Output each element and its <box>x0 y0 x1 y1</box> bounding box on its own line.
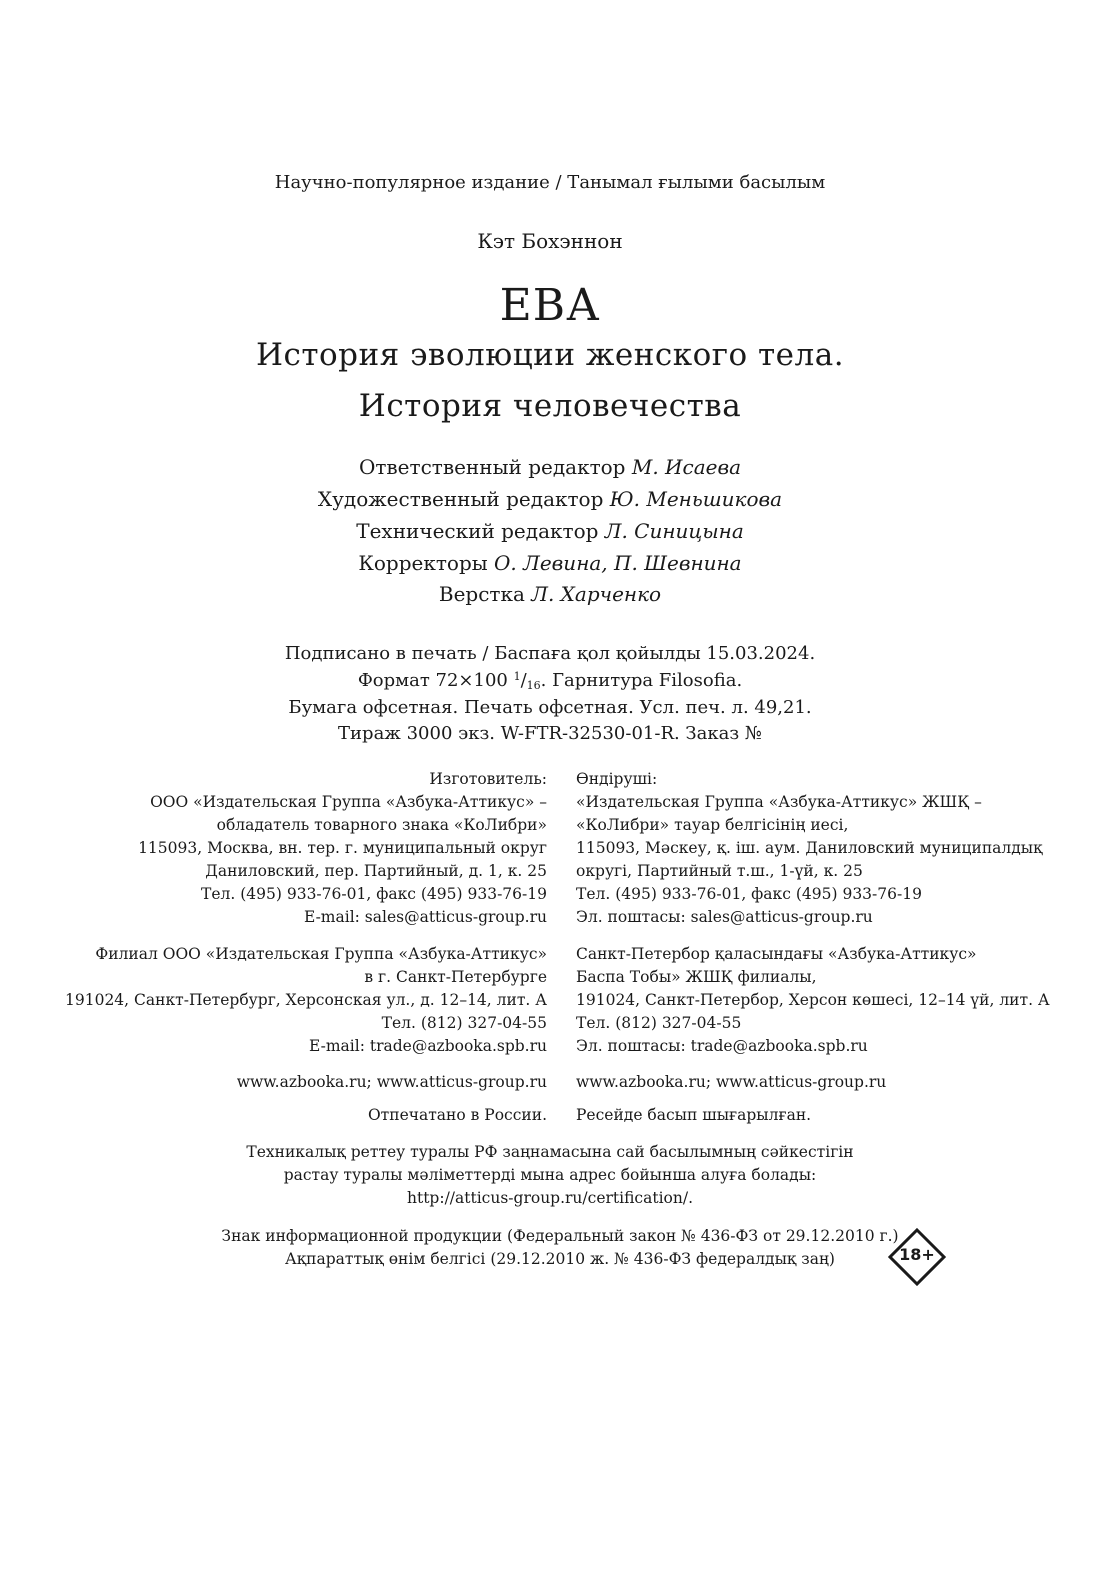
info-sign-line: Ақпараттық өнім белгісі (29.12.2010 ж. № 436-ФЗ федералдық заң) <box>285 1250 835 1268</box>
certification-url: http://atticus-group.ru/certification/. <box>406 1189 693 1207</box>
paper-line: Бумага офсетная. Печать офсетная. Усл. печ. л. 49,21. <box>288 697 812 718</box>
certification-line: растау туралы мәліметтерді мына адрес бойынша алуға болады: <box>283 1166 817 1184</box>
editor-name: М. Исаева <box>631 455 742 479</box>
websites-kz: www.azbooka.ru; www.atticus-group.ru <box>576 1073 887 1091</box>
info-sign-line: Знак информационной продукции (Федеральный закон № 436-ФЗ от 29.12.2010 г.) <box>221 1227 899 1245</box>
certification-line: Техникалық реттеу туралы РФ заңнамасына сай басылымның сәйкестігін <box>246 1143 854 1161</box>
editor-line <box>0 487 1100 511</box>
printed-in-kz: Ресейде басып шығарылған. <box>576 1106 812 1124</box>
subtitle-line-2: История человечества <box>358 388 742 424</box>
editor-name: Л. Синицына <box>604 519 744 543</box>
format-line: Формат 72×100 $^1/_{16}$. Гарнитура Filosofia. <box>357 670 743 692</box>
editor-line <box>0 455 1100 479</box>
editor-role: Художественный редактор <box>317 487 604 511</box>
editor-line <box>0 551 1100 575</box>
edition-type: Научно-популярное издание / Танымал ғылыми басылым <box>274 172 826 193</box>
editor-role: Технический редактор <box>356 519 599 543</box>
manufacturer-ru: Изготовитель: ООО «Издательская Группа «Азбука-Аттикус» – обладатель товарного знака «КоЛибри» 115093, Москва, вн. тер. г. муниципальный округ Даниловский, пер. Партийный, д. 1, к. 25 Тел. (495) 933-76-01, факс (495) 933-76-19 E-mail: sales@atticus-group.ru <box>138 770 547 926</box>
signed-date: Подписано в печать / Баспаға қол қойылды 15.03.2024. <box>284 643 816 664</box>
age-rating-badge <box>888 1228 946 1286</box>
print-run-line: Тираж 3000 экз. W-FTR-32530-01-R. Заказ № <box>338 723 762 744</box>
editor-line <box>0 582 1100 606</box>
editor-line <box>0 519 1100 543</box>
editor-name: О. Левина, П. Шевнина <box>494 551 742 575</box>
manufacturer-kz: Өндіруші: «Издательская Группа «Азбука-Аттикус» ЖШҚ – «КоЛибри» тауар белгісінің иесі, 115093, Мәскеу, қ. іш. аум. Даниловский муниципалдық округі, Партийный т.ш., 1-үй, к. 25 Тел. (495) 933-76-01, факс (495) 933-76-19 Эл. поштасы: sales@atticus-group.ru <box>576 770 1043 926</box>
editor-role: Верстка <box>438 582 525 606</box>
author-name: Кэт Бохэннон <box>477 229 623 253</box>
age-rating-label: 18+ <box>899 1245 935 1264</box>
editor-name: Ю. Меньшикова <box>609 487 783 511</box>
editor-name: Л. Харченко <box>531 582 662 606</box>
branch-ru: Филиал ООО «Издательская Группа «Азбука-Аттикус» в г. Санкт-Петербурге 191024, Санкт-Петербург, Херсонская ул., д. 12–14, лит. А Тел. (812) 327-04-55 E-mail: trade@azbooka.spb.ru <box>65 945 547 1055</box>
branch-kz: Санкт-Петербор қаласындағы «Азбука-Аттикус» Баспа Тобы» ЖШҚ филиалы, 191024, Санкт-Петербор, Херсон көшесі, 12–14 үй, лит. А Тел. (812) 327-04-55 Эл. поштасы: trade@azbooka.spb.ru <box>576 945 1050 1055</box>
subtitle-line-1: История эволюции женского тела. <box>255 337 845 373</box>
websites-ru: www.azbooka.ru; www.atticus-group.ru <box>236 1073 547 1091</box>
editor-role: Корректоры <box>358 551 488 575</box>
editor-role: Ответственный редактор <box>358 455 626 479</box>
printed-in-ru: Отпечатано в России. <box>367 1106 547 1124</box>
book-title: ЕВА <box>499 280 601 331</box>
